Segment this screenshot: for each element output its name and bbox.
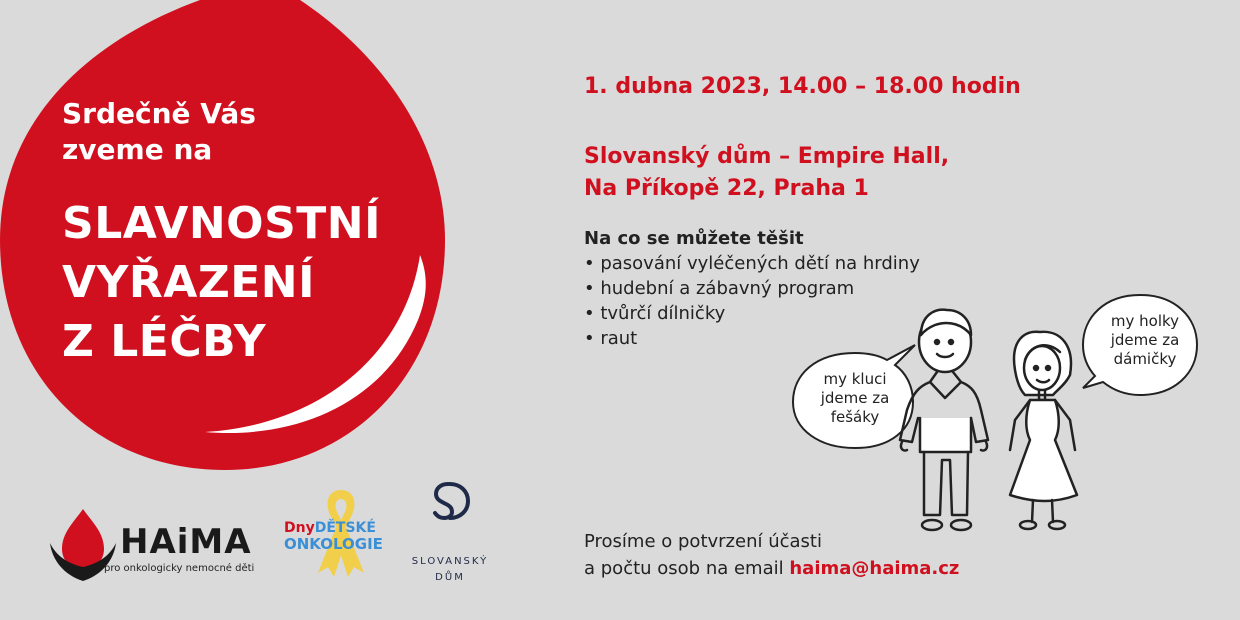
slovansky-dum-logo-text xyxy=(404,554,496,586)
slovansky-dum-monogram-icon xyxy=(428,480,472,522)
venue-line-2: Na Příkopě 22, Praha 1 xyxy=(584,176,869,201)
rsvp-text xyxy=(584,528,959,582)
invite-intro xyxy=(62,96,256,168)
intro-line-1: Srdečně Vás xyxy=(62,97,256,130)
haima-logo-icon xyxy=(46,505,120,587)
dny-word-1: DĚTSKÉ xyxy=(314,520,376,536)
rsvp-line-2 xyxy=(584,555,959,582)
haima-drop-icon xyxy=(62,509,104,569)
rsvp-line-1: Prosíme o potvrzení účasti xyxy=(584,531,822,552)
boys-bubble-line-1: my kluci xyxy=(823,370,887,388)
headline-line-3: Z LÉČBY xyxy=(62,316,267,367)
program-item: • tvůrčí dílničky xyxy=(584,303,726,324)
event-date: 1. dubna 2023, 14.00 – 18.00 hodin xyxy=(584,74,1021,99)
girls-bubble-line-2: jdeme za xyxy=(1110,331,1180,349)
intro-line-2: zveme na xyxy=(62,133,213,166)
dny-prefix: Dny xyxy=(284,520,315,536)
girls-bubble-line-3: dámičky xyxy=(1113,350,1177,368)
boys-bubble-text xyxy=(800,370,910,427)
girl-figure xyxy=(1010,332,1077,529)
program-item: • pasování vyléčených dětí na hrdiny xyxy=(584,253,920,274)
girls-bubble-line-1: my holky xyxy=(1110,312,1180,330)
event-headline xyxy=(62,194,381,371)
venue-line-1: Slovanský dům – Empire Hall, xyxy=(584,144,950,169)
headline-line-2: VYŘAZENÍ xyxy=(62,257,316,308)
rsvp-email-link[interactable]: haima@haima.cz xyxy=(789,558,960,579)
program-item: • hudební a zábavný program xyxy=(584,278,855,299)
headline-line-1: SLAVNOSTNÍ xyxy=(62,198,381,249)
boys-bubble-line-2: jdeme za xyxy=(820,389,890,407)
boys-bubble-line-3: fešáky xyxy=(830,408,880,426)
girls-bubble-text xyxy=(1090,312,1200,369)
program-title: Na co se můžete těšit xyxy=(584,228,804,249)
boy-figure xyxy=(900,310,988,530)
dny-detske-onkologie-logo xyxy=(284,520,383,552)
haima-tagline: pro onkologicky nemocné děti xyxy=(104,563,255,574)
program-item: • raut xyxy=(584,328,638,349)
haima-logo-name: HAiMA xyxy=(120,522,252,562)
rsvp-line-2-text: a počtu osob na email xyxy=(584,558,790,579)
slovansky-dum-line-1: SLOVANSKÝ xyxy=(411,556,489,567)
event-venue xyxy=(584,141,949,205)
dny-word-2: ONKOLOGIE xyxy=(284,535,383,553)
slovansky-dum-line-2: DŮM xyxy=(435,572,465,583)
